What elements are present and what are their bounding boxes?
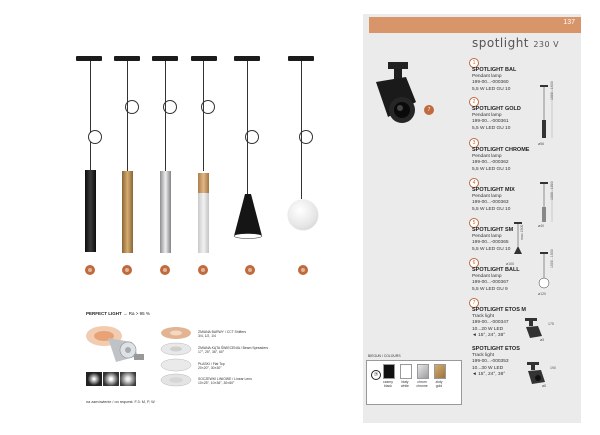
lamp-4-cord-loop (201, 100, 215, 114)
page-header-bar (369, 17, 581, 33)
dim-label: ø40 (538, 224, 545, 228)
lamp-badge-1 (85, 265, 95, 275)
dim-label: 175 (548, 322, 554, 326)
product-name: SPOTLIGHT MIX (472, 187, 515, 193)
product-code: 199-00...-000353 (472, 359, 509, 364)
lamp-4-white-tube (198, 193, 209, 253)
product-badge-3: 3 (469, 138, 479, 148)
product-type: Track light (472, 313, 494, 319)
product-name: SPOTLIGHT BALL (472, 267, 520, 273)
product-angles: ◄ 15°, 24°, 38° (472, 333, 506, 338)
product-name: SPOTLIGHT GOLD (472, 106, 521, 112)
page-number: 137 (563, 19, 575, 26)
product-light: 5,5 W LED GU 10 (472, 246, 511, 252)
swatch-label-white: biały white (401, 380, 409, 388)
lamp-1-cord (90, 61, 91, 133)
dimension-drawing-5 (508, 222, 530, 262)
lamp-3-cord-loop (163, 100, 177, 114)
product-spotlight-chrome (472, 147, 542, 173)
beam-sample-2 (103, 372, 119, 386)
dim-label: ø100 (506, 262, 514, 266)
swatch-chrome (417, 364, 429, 379)
dim-label: 1000 - 1600 (550, 81, 554, 100)
product-light: 10...30 W LED (472, 365, 504, 371)
lamp-badge-2 (122, 265, 132, 275)
product-type: Track light (472, 352, 494, 358)
swatch-black (383, 364, 395, 379)
swatch-white (400, 364, 412, 379)
dim-label: ø56 (538, 142, 545, 146)
product-code: 199-00...-000363 (472, 200, 509, 205)
product-light: 5,5 W LED GU 10 (472, 166, 511, 172)
finishes-badge: ⑦ (371, 370, 381, 380)
swatch-gold (434, 364, 446, 379)
product-type: Pendant lamp (472, 273, 502, 279)
product-light: 10...20 W LED (472, 326, 504, 332)
finishes-header: BIEGUN / COLOURS (368, 354, 401, 358)
product-badge-2: 2 (469, 97, 479, 107)
product-code: 199-00...-000362 (472, 160, 509, 165)
perfect-light-heading: PERFECT LIGHT → Ra > 95 % (86, 311, 150, 316)
dim-label: ø5 (540, 338, 545, 342)
product-code: 199-00...-000360 (472, 80, 509, 85)
dim-label: 1000 - 1500 (550, 249, 554, 268)
product-spotlight-mix (472, 187, 542, 213)
product-light: 5,5 W LED GU 10 (472, 86, 511, 92)
option-2: ZMIANA KĄTA ŚWIECENIA / Beam Spreaders 17°, 25°, 36°, 60° (198, 346, 269, 355)
product-type: Pendant lamp (472, 153, 502, 159)
product-spotlight-gold (472, 106, 542, 132)
dimension-drawing-8 (525, 362, 553, 389)
dim-label: ø8 (542, 384, 547, 388)
lamp-5-cord-loop (245, 130, 259, 144)
lamp-6-cord-loop (299, 130, 313, 144)
dim-label: max 1500 (520, 224, 524, 240)
series-title (472, 36, 559, 50)
accessory-discs-stack (159, 326, 193, 388)
product-code: 199-00...-000367 (472, 280, 509, 285)
perfect-light-footer: na zamówienie / on request: F.3: M, P, W (86, 400, 155, 404)
dimension-drawing-7 (523, 318, 551, 343)
product-code: 199-00...-000365 (472, 240, 509, 245)
product-light: 5,5 W LED GU 9 (472, 286, 508, 292)
product-type: Pendant lamp (472, 112, 502, 118)
lamp-badge-4 (198, 265, 208, 275)
product-badge-1: 1 (469, 58, 479, 68)
product-code: 199-00...-000361 (472, 119, 509, 124)
product-spotlight-bal (472, 67, 542, 93)
option-1: ZMIANA BARWY / CCT Shifters 3/4, 1/2, 1/4 (198, 330, 247, 339)
perfect-light-ra: → Ra > 95 % (123, 311, 150, 316)
beam-sample-3 (120, 372, 136, 386)
product-name: SPOTLIGHT SM (472, 227, 514, 233)
product-spotlight-ball (472, 267, 542, 293)
product-light: 5,5 W LED GU 10 (472, 206, 511, 212)
led-module-illustration (86, 322, 152, 364)
product-name: SPOTLIGHT ETOS M (472, 307, 526, 313)
beam-sample-1 (86, 372, 102, 386)
option-4: SOCZEWKI LINIOWE / Linear Lens 10×25°, 10×36°, 30×60° (198, 377, 252, 386)
product-badge-7: 7 (469, 298, 479, 308)
product-badge-5: 5 (469, 218, 479, 228)
lamp-2-cord-loop (125, 100, 139, 114)
finishes-box (366, 360, 462, 405)
product-badge-6: 6 (469, 258, 479, 268)
lamp-2-cord (127, 61, 128, 171)
lamp-4-wood-top (198, 173, 209, 193)
series-name: spotlight (472, 36, 530, 50)
track-spotlight-photo (366, 62, 428, 142)
product-light: 5,5 W LED GU 10 (472, 125, 511, 131)
lamp-3-chrome-tube (160, 171, 171, 253)
lamp-badge-6 (298, 265, 308, 275)
lamp-2-gold-tube (122, 171, 133, 253)
lamp-6-glass-ball (288, 200, 318, 230)
product-name: SPOTLIGHT ETOS (472, 346, 520, 352)
lamp-badge-5 (245, 265, 255, 275)
product-angles: ◄ 15°, 24°, 38° (472, 372, 506, 377)
lamp-5-cord (247, 61, 248, 196)
lamp-3-cord (165, 61, 166, 171)
lamp-4-track-adapter (191, 56, 217, 61)
lamp-1-cord (90, 142, 91, 170)
product-code: 199-00...-000347 (472, 320, 509, 325)
swatch-label-black: czarny black (383, 380, 393, 388)
product-spotlight-sm (472, 224, 542, 253)
dim-label: 190 (550, 366, 556, 370)
product-type: Pendant lamp (472, 193, 502, 199)
lamp-5-cone-shade (233, 194, 263, 240)
lamp-1-track-adapter (76, 56, 102, 61)
series-voltage: 230 V (533, 40, 560, 49)
lamp-4-cord (203, 61, 204, 171)
swatch-label-chrome: chrom chrome (416, 380, 428, 388)
product-type: Pendant lamp (472, 73, 502, 79)
product-name: SPOTLIGHT BAL (472, 67, 517, 73)
track-photo-badge: 7 (424, 105, 434, 115)
dim-label: 1000 - 1500 (550, 181, 554, 200)
product-name: SPOTLIGHT CHROME (472, 147, 530, 153)
lamp-1-black-tube (85, 170, 96, 252)
product-type: Pendant lamp (472, 233, 502, 239)
swatch-label-gold: złoty gold (435, 380, 443, 388)
dim-label: ø120 (538, 292, 546, 296)
lamp-badge-3 (160, 265, 170, 275)
option-3: PŁASKI / Flat Top 20×20°, 30×30° (198, 362, 225, 371)
product-badge-4: 4 (469, 178, 479, 188)
